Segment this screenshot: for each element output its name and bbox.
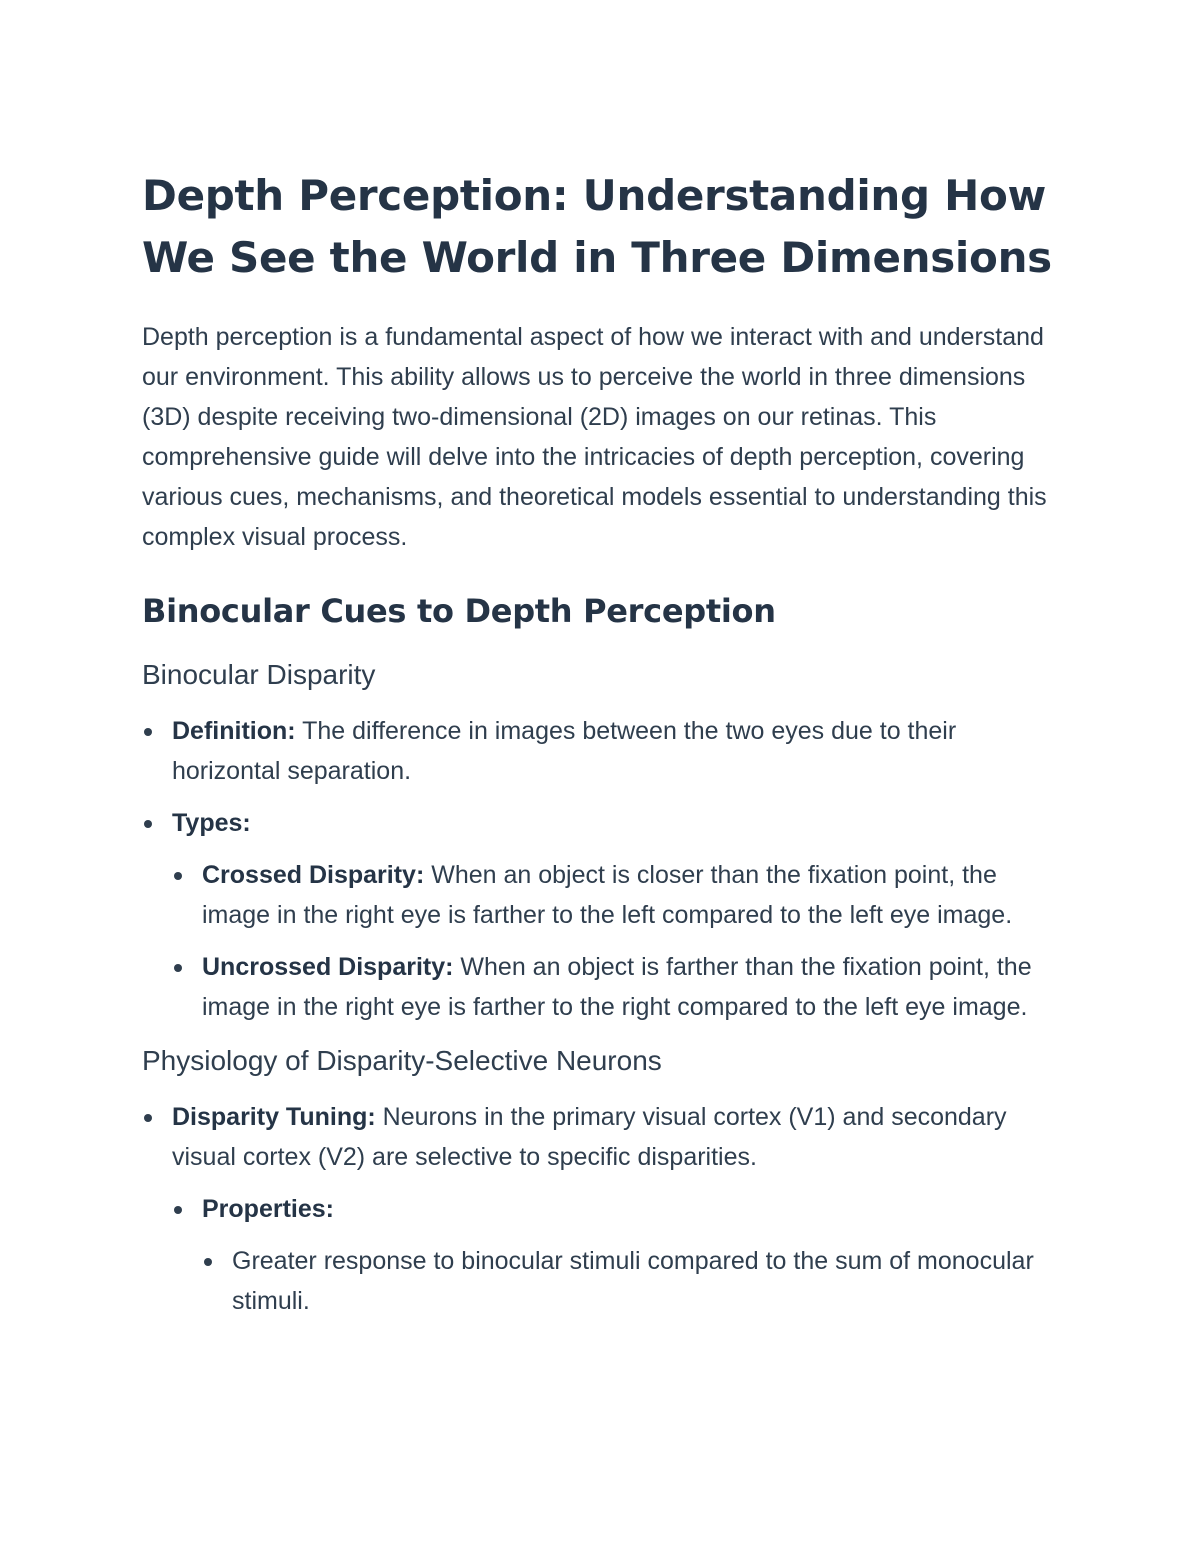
subsection-heading-disparity-neurons: Physiology of Disparity-Selective Neurons — [142, 1045, 662, 1076]
subsection-heading-binocular-disparity: Binocular Disparity — [142, 659, 376, 690]
disparity-neurons-list — [142, 1097, 1057, 1321]
list-item-disparity-tuning — [142, 1097, 1057, 1321]
bullet-dot — [204, 1258, 212, 1266]
list-item-crossed-disparity — [172, 855, 1057, 935]
bullet-dot — [174, 964, 182, 972]
binocular-disparity-list — [142, 711, 1057, 1027]
term-properties: Properties: — [202, 1195, 334, 1223]
document-page — [142, 165, 1057, 1333]
term-definition: Definition: — [172, 717, 296, 745]
section-heading-binocular-cues: Binocular Cues to Depth Perception — [142, 592, 776, 630]
disparity-tuning-text: Neurons in the primary visual cortex (V1) and secondary visual cortex (V2) are selective to specific disparities. — [172, 1103, 1007, 1171]
bullet-dot — [144, 728, 152, 736]
term-uncrossed-disparity: Uncrossed Disparity: — [202, 953, 454, 981]
bullet-dot — [144, 1114, 152, 1122]
bullet-dot — [174, 872, 182, 880]
intro-paragraph: Depth perception is a fundamental aspect of how we interact with and understand our environment. This ability allows us to perceive the world in three dimensions (3D) despite receiving two-dimensional (2D) images on our retinas. This comprehensive guide will delve into the intricacies of depth perception, covering various cues, mechanisms, and theoretical models essential to understanding this complex visual process. — [142, 323, 1047, 551]
bullet-dot — [144, 820, 152, 828]
term-crossed-disparity: Crossed Disparity: — [202, 861, 425, 889]
property-1-text: Greater response to binocular stimuli compared to the sum of monocular stimuli. — [232, 1247, 1034, 1315]
uncrossed-disparity-text: When an object is farther than the fixation point, the image in the right eye is farther to the right compared to the left eye image. — [202, 953, 1032, 1021]
document-title: Depth Perception: Understanding How We See the World in Three Dimensions — [142, 171, 1052, 282]
list-item-property-1 — [202, 1241, 1057, 1321]
definition-text: The difference in images between the two eyes due to their horizontal separation. — [172, 717, 957, 785]
list-item-definition — [142, 711, 1057, 791]
types-sublist — [172, 855, 1057, 1027]
tuning-sublist — [172, 1189, 1057, 1321]
crossed-disparity-text: When an object is closer than the fixation point, the image in the right eye is farther to the left compared to the left eye image. — [202, 861, 1013, 929]
list-item-properties — [172, 1189, 1057, 1321]
term-types: Types: — [172, 809, 251, 837]
bullet-dot — [174, 1206, 182, 1214]
properties-sublist — [202, 1241, 1057, 1321]
list-item-types — [142, 803, 1057, 1027]
list-item-uncrossed-disparity — [172, 947, 1057, 1027]
term-disparity-tuning: Disparity Tuning: — [172, 1103, 376, 1131]
